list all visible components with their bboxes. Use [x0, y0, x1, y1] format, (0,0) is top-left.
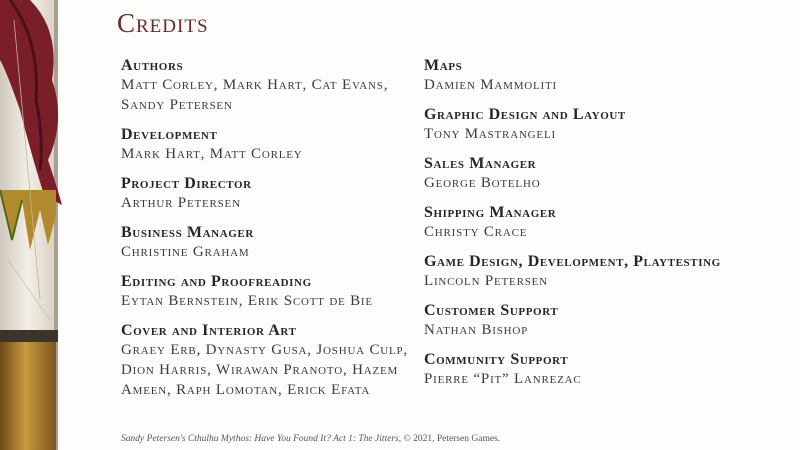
credit-section: [424, 350, 764, 389]
credit-section: [121, 321, 411, 400]
page-title: Credits: [117, 8, 209, 38]
credit-section: [424, 301, 764, 340]
credit-section: [121, 272, 411, 311]
credit-section: [121, 56, 411, 115]
credit-names: Arthur Petersen: [121, 195, 241, 211]
credit-names: Mark Hart, Matt Corley: [121, 146, 303, 162]
credit-heading: Graphic Design and Layout: [424, 106, 626, 123]
credit-names: Eytan Bernstein, Erik Scott de Bie: [121, 293, 373, 309]
credit-section: [424, 154, 764, 193]
credit-section: [424, 252, 764, 291]
credit-names: Graey Erb, Dynasty Gusa, Joshua Culp, Dion Harris, Wirawan Pranoto, Hazem Ameen, Raph Lomotan, Erick Efata: [121, 342, 409, 398]
credits-left-column: [121, 56, 411, 410]
credit-section: [424, 203, 764, 242]
copyright-footer: [121, 434, 500, 444]
credit-heading: Project Director: [121, 175, 252, 192]
credit-heading: Sales Manager: [424, 155, 537, 172]
credit-section: [121, 125, 411, 164]
credit-heading: Maps: [424, 57, 463, 74]
credit-names: Christine Graham: [121, 244, 250, 260]
credit-heading: Shipping Manager: [424, 204, 557, 221]
credit-names: Pierre “Pit” Lanrezac: [424, 371, 582, 387]
credits-right-column: [424, 56, 764, 399]
credit-names: George Botelho: [424, 175, 541, 191]
credit-names: Damien Mammoliti: [424, 77, 557, 93]
credit-heading: Business Manager: [121, 224, 254, 241]
credit-heading: Customer Support: [424, 302, 559, 319]
footer-title: Sandy Petersen's Cthulhu Mythos: Have You Found It? Act 1: The Jitters,: [121, 434, 402, 444]
credit-names: Tony Mastrangeli: [424, 126, 556, 142]
credit-section: [424, 105, 764, 144]
credit-names: Christy Crace: [424, 224, 528, 240]
credit-heading: Development: [121, 126, 218, 143]
credit-section: [121, 174, 411, 213]
credit-heading: Editing and Proofreading: [121, 273, 312, 290]
credit-heading: Community Support: [424, 351, 569, 368]
credit-section: [424, 56, 764, 95]
credit-section: [121, 223, 411, 262]
credit-heading: Game Design, Development, Playtesting: [424, 253, 721, 270]
credit-names: Nathan Bishop: [424, 322, 529, 338]
credit-heading: Authors: [121, 57, 184, 74]
credit-names: Matt Corley, Mark Hart, Cat Evans, Sandy Petersen: [121, 77, 389, 113]
credit-heading: Cover and Interior Art: [121, 322, 297, 339]
decorative-pillar: [0, 0, 64, 450]
credit-names: Lincoln Petersen: [424, 273, 548, 289]
footer-copyright: © 2021, Petersen Games.: [401, 434, 501, 444]
